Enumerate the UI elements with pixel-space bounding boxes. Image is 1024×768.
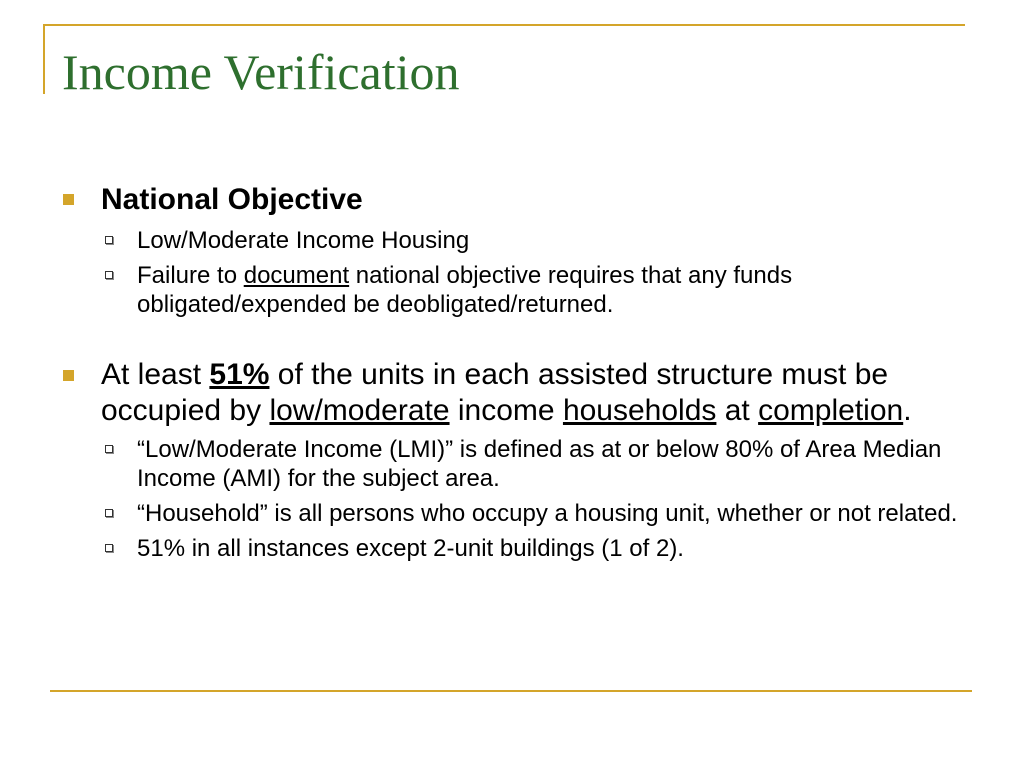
sub-item-text: “Household” is all persons who occupy a housing unit, whether or not related. bbox=[137, 500, 958, 527]
slide-content bbox=[60, 180, 960, 563]
sub-item-text-pre: Failure to bbox=[137, 262, 244, 289]
sub-item bbox=[101, 261, 960, 319]
text-at-least: At least bbox=[101, 358, 210, 391]
sub-item bbox=[101, 534, 960, 563]
sub-list bbox=[101, 435, 960, 563]
frame-top-line bbox=[43, 24, 965, 26]
completion-link[interactable]: completion bbox=[758, 394, 904, 427]
square-bullet-icon bbox=[63, 370, 74, 381]
sub-item-text: 51% in all instances except 2-unit buildings (1 of 2). bbox=[137, 535, 684, 562]
sub-list bbox=[101, 226, 960, 319]
hollow-square-bullet-icon bbox=[105, 544, 113, 552]
hollow-square-bullet-icon bbox=[105, 509, 113, 517]
sub-item-text-post: national objective requires that any funds obligated/expended be deobligated/returned. bbox=[137, 262, 793, 318]
bullet-heading: National Objective bbox=[101, 183, 363, 216]
bullet-paragraph bbox=[101, 357, 960, 429]
text-period: . bbox=[903, 394, 912, 427]
text-units: of the units in each assisted structure must be occupied by bbox=[101, 358, 889, 427]
frame-bottom-line bbox=[50, 690, 972, 692]
hollow-square-bullet-icon bbox=[105, 236, 113, 244]
low-moderate-link[interactable]: low/moderate bbox=[269, 394, 450, 427]
text-at: at bbox=[716, 394, 759, 427]
sub-item-text: Low/Moderate Income Housing bbox=[137, 227, 470, 254]
square-bullet-icon bbox=[63, 194, 74, 205]
document-link[interactable]: document bbox=[243, 262, 350, 289]
sub-item-text: “Low/Moderate Income (LMI)” is defined as at or below 80% of Area Median Income (AMI) for the subject area. bbox=[137, 436, 942, 492]
frame-left-line bbox=[43, 24, 45, 94]
bullet-national-objective bbox=[60, 180, 960, 319]
hollow-square-bullet-icon bbox=[105, 271, 113, 279]
bullet-51-percent bbox=[60, 357, 960, 563]
slide-title: Income Verification bbox=[62, 44, 460, 100]
sub-item bbox=[101, 226, 960, 255]
sub-item bbox=[101, 435, 960, 493]
percent-link[interactable]: 51% bbox=[209, 358, 270, 391]
households-link[interactable]: households bbox=[562, 394, 717, 427]
sub-item bbox=[101, 499, 960, 528]
hollow-square-bullet-icon bbox=[105, 445, 113, 453]
text-income: income bbox=[449, 394, 563, 427]
